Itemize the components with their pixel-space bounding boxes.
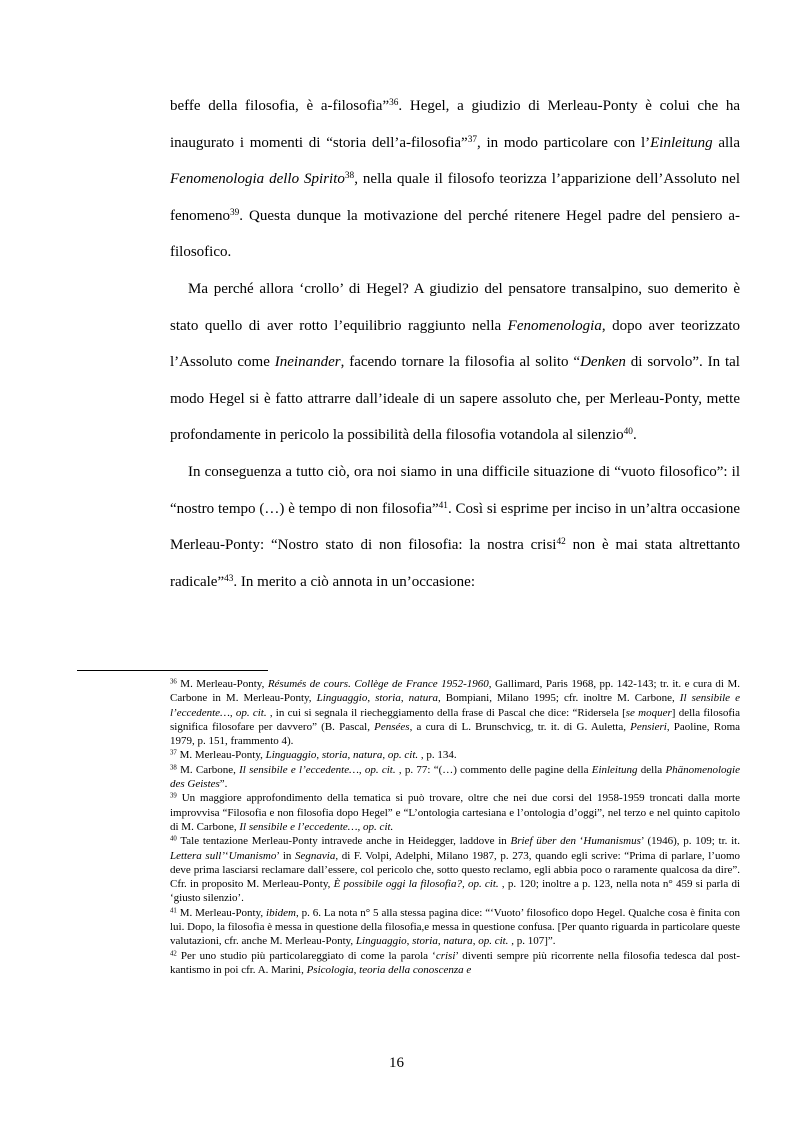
text-run: , p. 120; inoltre a p. 123, nella nota n° 459 si parla di ‘giusto silenzio’. (170, 878, 740, 905)
footnote-ref: 38 (344, 171, 355, 182)
text-run: , (347, 749, 354, 762)
italic-text: Linguaggio (265, 749, 317, 762)
italic-text: Pensieri (630, 720, 667, 733)
italic-text: Segnavia (295, 849, 336, 862)
text-run: M. Merleau-Ponty, (176, 906, 267, 919)
italic-text: crisi (435, 949, 456, 962)
text-run: , in modo particolare con l’ (476, 134, 651, 151)
text-run: , p. 134. (418, 749, 457, 762)
footnote-ref: 36 (170, 678, 177, 686)
italic-text: Résumés de cours. Collège de France 1952-1960 (267, 678, 489, 690)
text-run: , (367, 692, 376, 705)
footnote (170, 791, 740, 834)
text-run: della (637, 763, 666, 776)
footnote (170, 677, 740, 748)
footnote-ref: 42 (556, 537, 566, 548)
footnote-ref: 36 (389, 97, 399, 108)
footnote (170, 763, 740, 792)
footnote-ref: 42 (170, 949, 177, 957)
italic-text: Einleitung (650, 134, 713, 151)
text-run: non è mai stata altrettanto radicale” (170, 537, 740, 590)
footnote (170, 906, 740, 949)
text-run: , Bompiani, Milano 1995; cfr. inoltre M. Carbone, (438, 692, 680, 705)
text-run: di sorvolo”. In tal modo Hegel si è fatto attrarre dall’ideale di un sapere assoluto che, per Merleau-Ponty, mette profondamente in pericolo la possibilità della filosofia votandola al silenzio (170, 354, 740, 444)
paragraph (170, 271, 740, 454)
footnote-ref: 43 (224, 573, 234, 584)
footnote (170, 834, 740, 905)
italic-text: È possibile oggi la filosofia?, op. cit. (333, 878, 499, 891)
footnote-ref: 41 (438, 500, 448, 511)
text-run: beffe della filosofia, è a-filosofia” (170, 98, 390, 114)
italic-text: storia (321, 749, 348, 762)
text-run: Per uno studio più particolareggiato di come la parola ‘ (176, 949, 436, 962)
footnote (170, 748, 740, 762)
italic-text: storia (375, 692, 401, 705)
text-run: . In merito a ciò annota in un’occasione: (233, 573, 476, 590)
text-run: Un maggiore approfondimento della tematica si può trovare, oltre che nei due corsi del 1958-1959 troncati dalla morte improvvisa “Filosofia e non filosofia dopo Hegel” e “L’ontologia cartesiana e l’ontologia d’oggi”, nel terzo e nel quinto capitolo di M. Carbone, (170, 792, 740, 833)
text-run: , (400, 692, 409, 705)
italic-text: Fenomenologia (507, 317, 602, 334)
text-run: M. Carbone, (176, 763, 240, 776)
text-run: , (382, 749, 388, 762)
italic-text: Il sensibile e l’eccedente…, op. cit. (239, 763, 396, 776)
text-run: , p. 6. La nota n° 5 alla stessa pagina dice: “‘Vuoto’ filosofico dopo Hegel. Qualche cosa è finita con lui. Dopo, la filosofia è messa in questione della filosofia,e messa in questione confusa. [Per quanto riguarda in particolare queste valutazioni, cfr. anche M. Merleau-Ponty, (170, 906, 740, 948)
text-run: ] della filosofia significa filosofare per davvero” (B. Pascal, (170, 706, 740, 733)
footnote-separator (77, 670, 268, 671)
italic-text: ibidem (266, 906, 296, 919)
text-run: In conseguenza a tutto ciò, ora noi siamo in una difficile situazione di “vuoto filosofico”: il “nostro tempo (…) è tempo di non filosofia” (170, 463, 740, 517)
text-run: , (406, 935, 413, 948)
text-run: ‘ (224, 849, 229, 862)
italic-text: Fenomenologia dello Spirito (170, 171, 345, 188)
text-run: , (472, 935, 479, 948)
text-run: ’ in (276, 849, 296, 862)
text-run: , (353, 963, 360, 976)
italic-text: op. cit. (387, 749, 419, 762)
italic-text: Phänomenologie des Geistes (170, 763, 740, 791)
footnote (170, 949, 740, 978)
italic-text: Ineinander (274, 354, 341, 371)
text-run: , in cui si segnala il riecheggiamento della frase di Pascal che dice: “Ridersela [ (266, 706, 626, 719)
italic-text: natura (353, 749, 383, 762)
footnote-ref: 38 (170, 764, 177, 772)
footnote-ref: 40 (170, 835, 177, 843)
italic-text: Il sensibile e l’eccedente…, op. cit. (170, 692, 741, 719)
text-run: Ma perché allora ‘crollo’ di Hegel? A giudizio del pensatore transalpino, suo demerito è stato quello di aver rotto l’equilibrio raggiunto nella (170, 280, 740, 334)
text-run: Tale tentazione Merleau-Ponty intravede anche in Heidegger, laddove in (176, 835, 511, 848)
text-run: , di F. Volpi, Adelphi, Milano 1987, p. 273, quando egli scrive: “Prima di parlare, l’uomo deve prima lasciarsi reclamare dall’essere, col pericolo che, sotto questo reclamo, egli abbia poco o raramente qualcosa da dire”. Cfr. in proposito M. Merleau-Ponty, (170, 849, 740, 891)
footnote-ref: 39 (170, 792, 177, 800)
text-run: , a cura di L. Brunschvicg, tr. it. di G. Auletta, (409, 720, 631, 733)
footnote-ref: 40 (623, 427, 633, 438)
text-run: , (316, 749, 322, 762)
italic-text: Einleitung (591, 763, 638, 776)
italic-text: Denken (580, 354, 626, 371)
italic-text: Pensées (374, 720, 410, 733)
text-run: , dopo aver teorizzato l’Assoluto come (170, 317, 740, 371)
text-run: M. Merleau-Ponty, (176, 678, 268, 690)
text-run: , Paoline, Roma 1979, p. 151, frammento 4). (170, 720, 741, 748)
paragraph (170, 454, 740, 600)
paragraph (170, 88, 740, 271)
text-run: ’ (1946), p. 109; tr. it. (640, 835, 740, 848)
page-number: 16 (389, 1055, 404, 1071)
italic-text: Humanismus (583, 835, 641, 848)
footnote-ref: 37 (170, 749, 177, 757)
italic-text: Linguaggio (355, 935, 407, 948)
italic-text: se moquer (625, 706, 672, 719)
text-run: , (437, 935, 444, 948)
text-run: ‘ (576, 835, 584, 848)
text-run: alla (712, 134, 740, 151)
italic-text: storia (412, 935, 438, 948)
text-run: . Così si esprime per inciso in un’altra occasione Merleau-Ponty: “Nostro stato di non filosofia: la nostra crisi (170, 500, 740, 554)
italic-text: Lettera sull’ (170, 849, 225, 862)
italic-text: Il sensibile e l’eccedente…, op. cit. (239, 820, 394, 833)
text-run: ’ diventi sempre più ricorrente nella filosofia tedesca dal post-kantismo in poi cfr. A. Marini, (170, 949, 740, 976)
text-run: , Gallimard, Paris 1968, pp. 142-143; tr. it. e cura di M. Carbone in M. Merleau-Ponty, (170, 678, 740, 705)
italic-text: Psicologia (306, 963, 354, 976)
italic-text: Brief über den (510, 835, 577, 848)
text-run: . Hegel, a giudizio di Merleau-Ponty è colui che ha inaugurato i momenti di “storia dell’a-filosofia” (170, 98, 740, 151)
italic-text: Linguaggio (316, 692, 368, 705)
text-run: , p. 107]”. (508, 935, 556, 948)
italic-text: op. cit. (478, 935, 509, 948)
text-run: ”. (219, 778, 228, 791)
italic-text: natura (443, 935, 473, 948)
italic-text: teoria della conoscenza e (359, 963, 472, 976)
main-text (170, 88, 740, 600)
text-run: M. Merleau-Ponty, (176, 749, 266, 762)
text-run: , nella quale il filosofo teorizza l’apparizione dell’Assoluto nel fenomeno (170, 171, 740, 224)
italic-text: natura (408, 692, 438, 705)
text-run: . Questa dunque la motivazione del perché ritenere Hegel padre del pensiero a-filosofico. (170, 207, 740, 261)
footnote-ref: 41 (170, 907, 177, 914)
footnotes (170, 677, 740, 977)
footnote-ref: 39 (229, 207, 240, 218)
text-run: , p. 77: “(…) commento delle pagine della (395, 763, 592, 776)
footnote-ref: 37 (467, 134, 477, 145)
italic-text: Umanismo (228, 849, 277, 862)
text-run: . (632, 427, 637, 444)
text-run: , facendo tornare la filosofia al solito “ (340, 354, 581, 371)
